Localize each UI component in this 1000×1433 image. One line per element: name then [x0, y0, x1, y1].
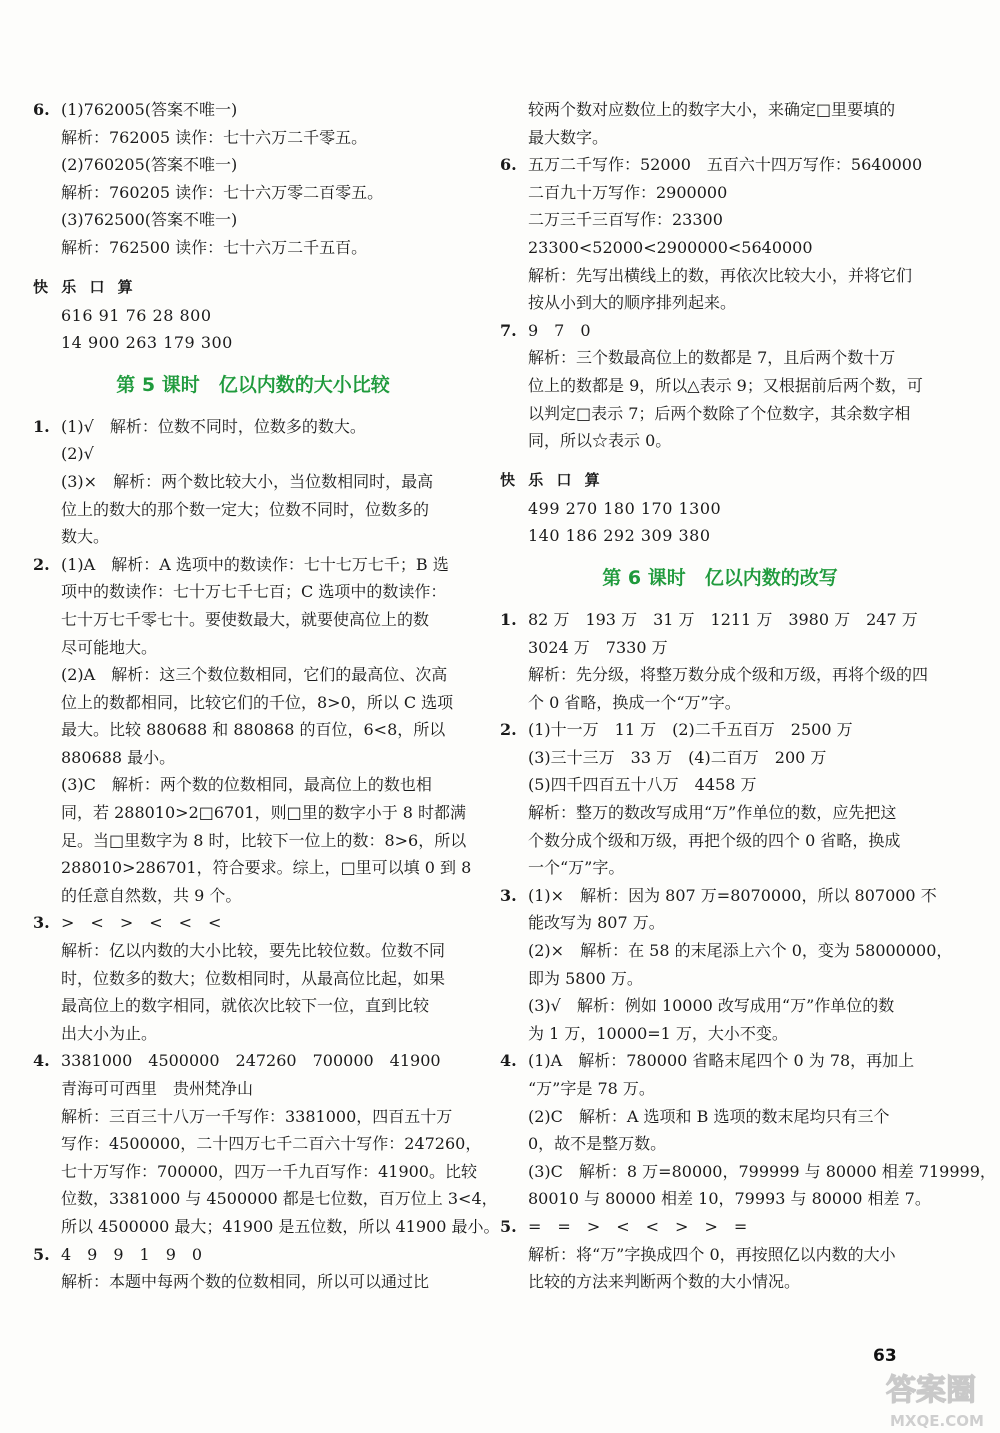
answer-line: 解析：先分级，将整万数分成个级和万级，再将个级的四: [528, 665, 929, 685]
answer-line: (3)三十三万 33 万 (4)二百万 200 万: [528, 747, 827, 767]
question-number: 2.: [33, 554, 50, 574]
question-number: 5.: [500, 1216, 517, 1236]
answer-line: 9 7 0: [528, 320, 591, 340]
answer-line: 五万二千写作：52000 五百六十四万写作：5640000: [528, 155, 923, 175]
answer-line: (3)C 解析：两个数的位数相同，最高位上的数也相: [61, 775, 432, 795]
question-number: 6.: [500, 155, 517, 175]
question-number: 2.: [500, 720, 517, 740]
answer-line: 解析：三百三十八万一千写作：3381000，四百五十万: [61, 1106, 453, 1126]
answer-line: 最高位上的数字相同，就依次比较下一位，直到比较: [61, 996, 430, 1016]
answer-line: 位上的数都是 9，所以△表示 9；又根据前后两个数，可: [528, 375, 923, 395]
answer-line: 最大数字。: [528, 127, 609, 147]
question-number: 7.: [500, 320, 517, 340]
answer-line: (1)A 解析：780000 省略末尾四个 0 为 78，再加上: [528, 1051, 915, 1071]
answer-line: 能改写为 807 万。: [528, 913, 665, 933]
question-number: 3.: [33, 913, 50, 933]
answer-line: 解析：整万的数改写成用“万”作单位的数，应先把这: [528, 803, 897, 823]
answer-line: 同，所以☆表示 0。: [528, 431, 672, 451]
answer-line: 尽可能地大。: [61, 637, 158, 657]
oral-calc-row: 499 270 180 170 1300: [528, 498, 722, 518]
left-question-1: [33, 413, 473, 551]
answer-line: 项中的数读作：七十万七千七百；C 选项中的数读作：: [61, 582, 447, 602]
answer-line: 23300<52000<2900000<5640000: [528, 237, 813, 257]
answer-line: 个 0 省略，换成一个“万”字。: [528, 692, 741, 712]
lesson-title: 第 6 课时 亿以内数的改写: [602, 566, 838, 589]
answer-line: 为 1 万，10000=1 万，大小不变。: [528, 1023, 788, 1043]
right-question-4: [500, 1047, 996, 1213]
answer-line: 个数分成个级和万级，再把个级的四个 0 省略，换成: [528, 830, 901, 850]
question-number: 4.: [33, 1051, 50, 1071]
answer-line: 解析：762500 读作：七十六万二千五百。: [61, 237, 368, 257]
question-number: 6.: [33, 100, 50, 119]
answer-line: = = > < < > > =: [528, 1216, 748, 1236]
answer-line: 最大。比较 880688 和 880868 的百位，6<8，所以: [61, 720, 446, 740]
answer-line: 的任意自然数，共 9 个。: [61, 885, 242, 905]
answer-line: 288010>286701，符合要求。综上，□里可以填 0 到 8: [61, 858, 472, 878]
right-question-5: [500, 1213, 940, 1296]
oral-calc-section: [500, 465, 940, 495]
answer-line: 比较的方法来判断两个数的大小情况。: [528, 1272, 801, 1292]
lesson-title: 第 5 课时 亿以内数的大小比较: [116, 373, 390, 396]
answer-line: (1)√ 解析：位数不同时，位数多的数大。: [61, 416, 366, 436]
answer-line: 4 9 9 1 9 0: [61, 1244, 203, 1264]
right-question-3: [500, 882, 953, 1048]
left-question-2: [33, 551, 473, 910]
answer-line: 位数，3381000 与 4500000 都是七位数，百万位上 3<4，: [61, 1189, 498, 1209]
answer-line: 位上的数大的那个数一定大；位数不同时，位数多的: [61, 499, 430, 519]
answer-line: (1)A 解析：A 选项中的数读作：七十七万七千；B 选: [61, 554, 449, 574]
answer-line: (3)× 解析：两个数比较大小，当位数相同时，最高: [61, 471, 434, 491]
watermark-text-url: MXQE.COM: [890, 1412, 984, 1430]
answer-line: 按从小到大的顺序排列起来。: [528, 293, 737, 313]
watermark-text-main: 答案圈: [886, 1373, 976, 1408]
answer-line: 解析：先写出横线上的数，再依次比较大小，并将它们: [528, 265, 913, 285]
answer-line: 解析：760205 读作：七十六万零二百零五。: [61, 182, 384, 202]
answer-line: (1)十一万 11 万 (2)二千五百万 2500 万: [528, 720, 853, 740]
answer-line: 解析：三个数最高位上的数都是 7，且后两个数十万: [528, 348, 896, 368]
oral-calc-row: 14 900 263 179 300: [61, 333, 233, 353]
right-question-7: [500, 317, 940, 455]
left-column: [33, 96, 500, 1296]
answer-line: 位上的数都相同，比较它们的千位，8>0，所以 C 选项: [61, 692, 454, 712]
answer-line: 七十万七千零七十。要使数最大，就要使高位上的数: [61, 609, 430, 629]
answer-line: (2)√: [61, 444, 94, 464]
answer-line: 解析：将“万”字换成四个 0，再按照亿以内数的大小: [528, 1244, 896, 1264]
answer-line: (2)760205(答案不唯一): [61, 155, 238, 175]
oral-calc-row: 140 186 292 309 380: [528, 526, 711, 546]
answer-line: 880688 最小。: [61, 747, 176, 767]
question-number: 1.: [33, 416, 50, 436]
answer-line: 青海可可西里 贵州梵净山: [61, 1079, 254, 1098]
page-number: 63: [873, 1346, 897, 1366]
answer-line: (2)A 解析：这三个数位数相同，它们的最高位、次高: [61, 665, 448, 685]
right-question-6: [500, 151, 940, 317]
answer-line: 出大小为止。: [61, 1023, 158, 1043]
answer-line: 0，故不是整万数。: [528, 1134, 667, 1154]
oral-calc-title: 快 乐 口 算: [33, 277, 137, 296]
question-number: 1.: [500, 609, 517, 629]
answer-line: 3381000 4500000 247260 700000 41900: [61, 1051, 441, 1071]
answer-line: 以判定□表示 7；后两个数除了个位数字，其余数字相: [528, 403, 911, 423]
answer-line: “万”字是 78 万。: [528, 1079, 655, 1098]
answer-line: (2)C 解析：A 选项和 B 选项的数末尾均只有三个: [528, 1106, 890, 1126]
oral-calc-section: [33, 272, 473, 302]
answer-line: 一个“万”字。: [528, 858, 625, 878]
right-column: [500, 96, 996, 1296]
answer-line: 时，位数多的数大；位数相同时，从最高位比起，如果: [61, 968, 446, 988]
answer-line: 即为 5800 万。: [528, 968, 643, 988]
answer-line: 80010 与 80000 相差 10，79993 与 80000 相差 7。: [528, 1189, 931, 1209]
oral-calc-row: 616 91 76 28 800: [61, 305, 212, 325]
answer-line: 写作：4500000，二十四万七千二百六十写作：247260，: [61, 1134, 482, 1154]
left-question-6: [33, 96, 473, 262]
answer-line: 足。当□里数字为 8 时，比较下一位上的数：8>6，所以: [61, 830, 467, 850]
answer-line: 二百九十万写作：2900000: [528, 182, 728, 202]
oral-calc-title: 快 乐 口 算: [500, 470, 604, 489]
left-question-4: [33, 1047, 500, 1240]
answer-line: 解析：762005 读作：七十六万二千零五。: [61, 127, 368, 147]
question-number: 3.: [500, 885, 517, 905]
right-question-5-continued: [500, 96, 940, 151]
question-number: 5.: [33, 1244, 50, 1264]
answer-line: (2)× 解析：在 58 的末尾添上六个 0，变为 58000000，: [528, 941, 953, 961]
answer-line: 3024 万 7330 万: [528, 637, 668, 657]
answer-line: (1)× 解析：因为 807 万=8070000，所以 807000 不: [528, 885, 937, 905]
answer-line: 二万三千三百写作：23300: [528, 210, 723, 230]
answer-line: (3)762500(答案不唯一): [61, 210, 238, 230]
answer-line: 同，若 288010>2□6701，则□里的数字小于 8 时都满: [61, 803, 467, 823]
answer-line: 数大。: [61, 527, 110, 547]
right-question-1: [500, 606, 940, 716]
right-question-2: [500, 716, 940, 882]
answer-line: 解析：亿以内数的大小比较，要先比较位数。位数不同: [61, 941, 446, 961]
answer-line: 所以 4500000 最大；41900 是五位数，所以 41900 最小。: [61, 1216, 500, 1236]
answer-line: 较两个数对应数位上的数字大小，来确定□里要填的: [528, 100, 896, 119]
answer-line: (5)四千四百五十八万 4458 万: [528, 775, 757, 795]
left-question-5: [33, 1241, 473, 1296]
answer-line: (1)762005(答案不唯一): [61, 100, 238, 119]
left-question-3: [33, 909, 473, 1047]
question-number: 4.: [500, 1051, 517, 1071]
answer-line: 解析：本题中每两个数的位数相同，所以可以通过比: [61, 1272, 430, 1292]
answer-line: (3)C 解析：8 万=80000，799999 与 80000 相差 719999，: [528, 1161, 996, 1181]
answer-line: 82 万 193 万 31 万 1211 万 3980 万 247 万: [528, 609, 918, 629]
answer-line: > < > < < <: [61, 913, 222, 933]
answer-line: 七十万写作：700000，四万一千九百写作：41900。比较: [61, 1161, 477, 1181]
watermark-logo: [880, 1360, 995, 1432]
answer-line: (3)√ 解析：例如 10000 改写成用“万”作单位的数: [528, 996, 895, 1016]
